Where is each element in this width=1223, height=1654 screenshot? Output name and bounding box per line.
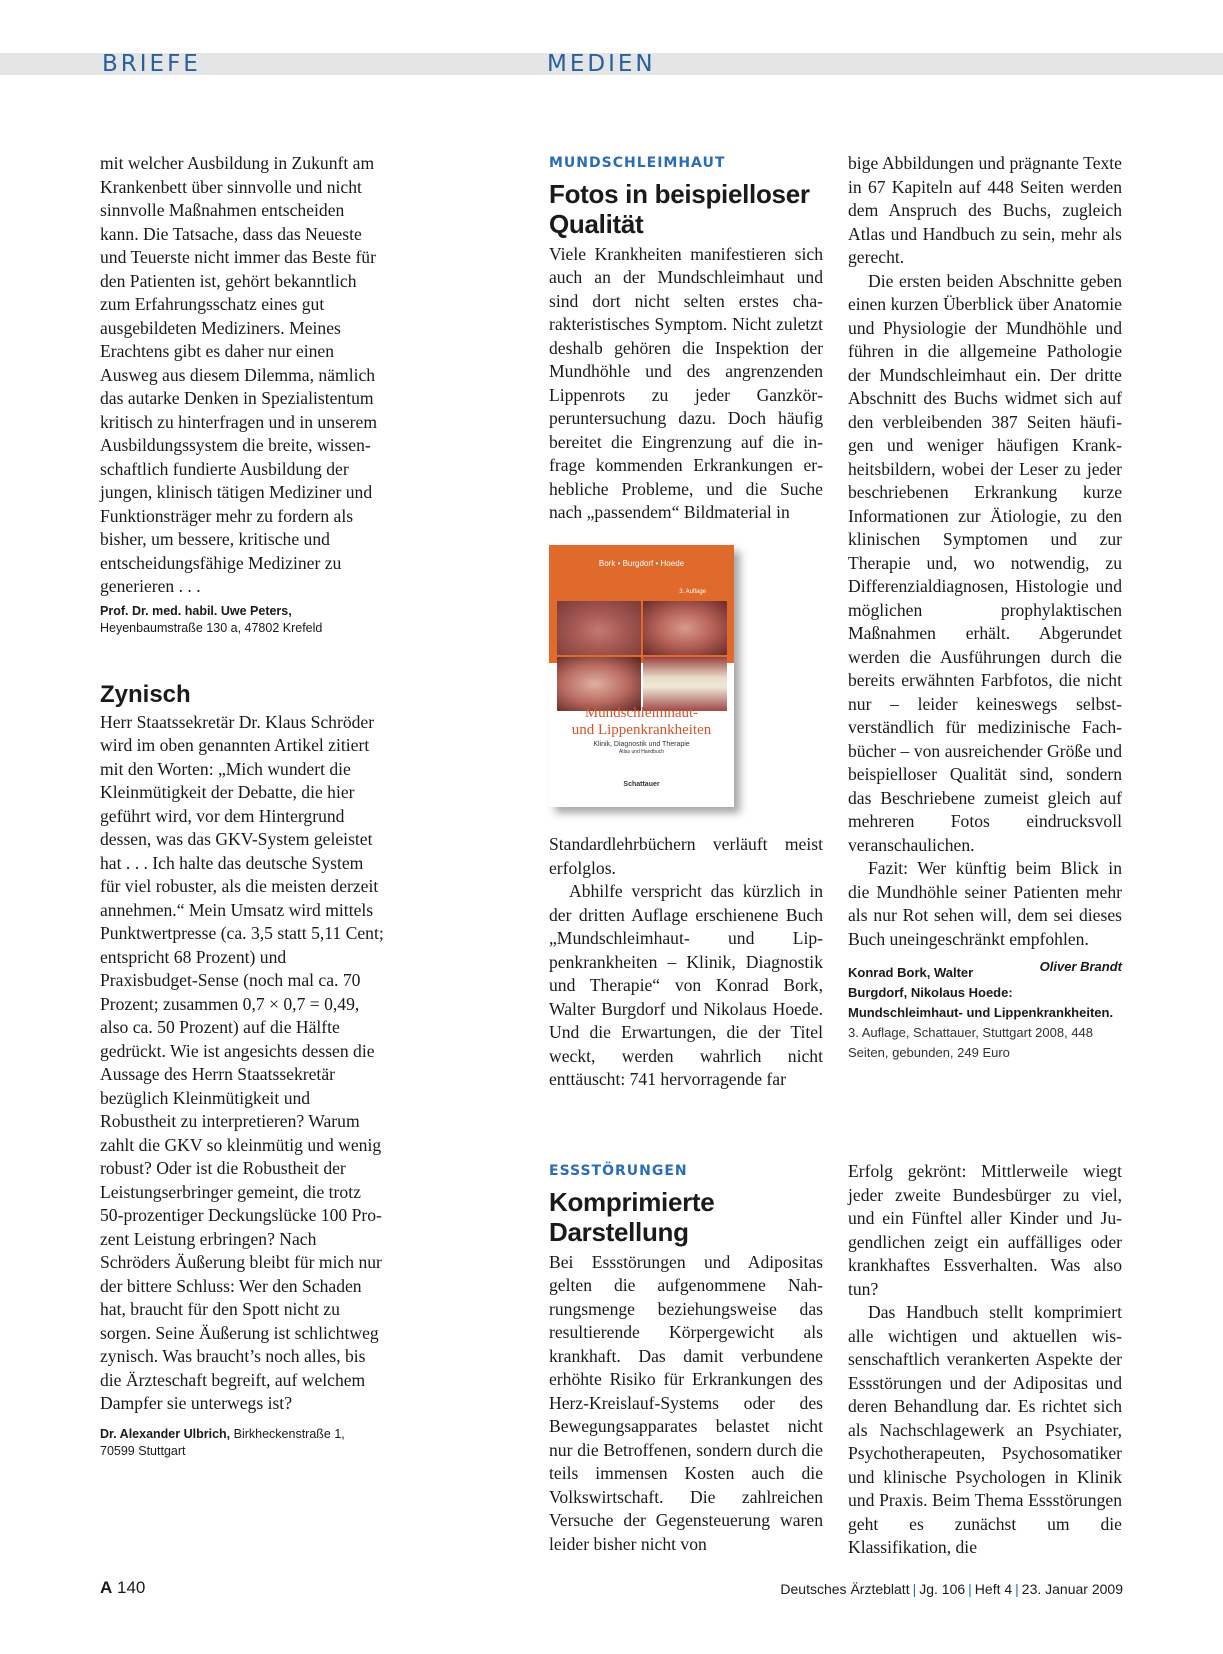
article1-para2: Abhilfe verspricht das kürzlich in der dritten Auflage erschienene Buch „Mundschleimhaut- und Lippenkrankheiten – Klinik, Diagnostik und Therapie“ von Konrad Bork, Walter Burgdorf und Nikolaus Hoede. Und die Erwartungen, die der Titel weckt, werden wahrlich nicht enttäuscht: 741 hervorragende far: [549, 881, 823, 1089]
article1-column-left-top: [549, 152, 823, 525]
article2-column-left: [549, 1160, 823, 1556]
book-cover-edition: 3. Auflage: [679, 589, 706, 595]
letter2-author: Dr. Alexander Ulbrich,: [100, 1426, 231, 1441]
book-cover-publisher: Schattauer: [623, 781, 660, 788]
article1-para4-text: Fazit: Wer künftig beim Blick in die Mundhöhle seiner Patienten mehr als nur Rot sehen will, dem sei dieses Buch uneingeschränkt empfohlen.: [848, 858, 1122, 949]
book-cover-photos: [557, 601, 727, 711]
book-cover-authors: Bork • Burgdorf • Hoede: [598, 559, 685, 568]
article1-para4: [848, 857, 1122, 974]
footer-issue: Heft 4: [974, 1581, 1013, 1597]
article1-bookinfo-bold: Konrad Bork, Walter Burgdorf, Nikolaus Hoede: Mundschleimhaut- und Lippenkrankheiten.: [848, 965, 1114, 1020]
article1-author: Oliver Brandt: [1039, 959, 1122, 974]
cover-photo-lips-2: [643, 601, 727, 655]
article1-column-right: [848, 152, 1122, 1063]
article2-para1: Bei Essstörungen und Adipositas gelten die aufgenommene Nahrungsmenge beziehungsweise das resultierende Körpergewicht als krankhaft. Das damit verbundene erhöhte Risiko für Erkrankungen des Herz-Kreislauf-Systems oder des Bewegungsapparates belastet nicht nur die Betroffenen, sondern durch die teils immensen Kosten auch die Volkswirtschaft. Die zahlreichen Versuche der Gegensteuerung waren leider bisher nicht von: [549, 1251, 823, 1554]
article2-headline-line1: Komprimierte: [549, 1186, 715, 1217]
article1-column-left-bottom: [549, 833, 823, 1092]
section-label-briefe: BRIEFE: [102, 51, 201, 77]
article1-para1-bottom: Standardlehrbüchern verläuft meist erfolglos.: [549, 834, 823, 878]
article1-para1-top: Viele Krankheiten manifestieren sich auch an der Mundschleimhaut und sind dort nicht selten erstes charakteristisches Symptom. Nicht zuletzt deshalb gehören die Inspektion der Mundhöhle und des angrenzenden Lippenrots zu jeder Ganzkörperuntersuchung dazu. Doch häufig bereitet die Eingrenzung auf die infrage kommenden Erkrankungen erhebliche Probleme, und die Suche nach „passendem“ Bildmaterial in: [549, 243, 823, 522]
letter2-address2: 70599 Stuttgart: [100, 1443, 186, 1458]
letter2-signature: [100, 1426, 385, 1460]
letter1-text: mit welcher Ausbildung in Zukunft am Krankenbett über sinnvolle und nicht sinnvolle Maßnahmen entscheiden kann. Die Tatsache, dass das Neueste und Teuerste nicht immer das Beste für den Patienten ist, gehört bekanntlich zum Erfahrungsschatz eines gut ausgebildeten Mediziners. Meines Erachtens gibt es daher nur einen Ausweg aus diesem Dilemma, nämlich das autarke Denken in Spezialistentum kritisch zu hinterfragen und in unserem Ausbildungssystem die breite, wissenschaftlich fundierte Ausbildung der jungen, klinisch tätigen Mediziner und Funktionsträger mehr zu fordern als bisher, um bessere, kritische und entscheidungsfähige Mediziner zu generieren . . .: [100, 153, 378, 596]
article1-para2-cont: bige Abbildungen und prägnante Texte in 67 Kapiteln auf 448 Seiten werden dem Anspruch des Buchs, zugleich Atlas und Handbuch zu sein, mehr als gerecht.: [848, 153, 1122, 267]
page-number-prefix: A: [100, 1578, 113, 1597]
section-label-medien: MEDIEN: [547, 51, 656, 77]
letter1-author: Prof. Dr. med. habil. Uwe Peters,: [100, 603, 292, 618]
book-cover-subtitle: [549, 741, 734, 755]
letter2-address1: Birkheckenstraße 1,: [233, 1426, 345, 1441]
article2-headline-line2: Darstellung: [549, 1216, 689, 1247]
article1-para3: Die ersten beiden Abschnitte geben einen kurzen Überblick über Anatomie und Physiologie der Mundhöhle und führen in die allgemeine Pathologie der Mundschleimhaut ein. Der dritte Abschnitt des Buchs widmet sich auf den verbleibenden 387 Seiten häufigen und weniger häufigen Krankheitsbildern, wobei der Leser zu jeder beschriebenen Erkrankung kurze Informationen zur Ätiologie, zu den klinischen Symptomen und zur Therapie und, wo notwendig, zu Differenzialdiagnosen, Histologie und möglichen prophylaktischen Maßnahmen erhält. Abgerundet werden die Ausführungen durch die bereits erwähnten Farbfotos, die nicht nur – leider keineswegs selbstverständlich für medizinische Fachbücher – von ausreichender Größe und beispielloser Qualität sind, sondern das Beschriebene zumeist gleich auf mehreren Fotos eindrucksvoll veranschaulichen.: [848, 270, 1122, 855]
article1-bookinfo-rest: 3. Auflage, Schattauer, Stuttgart 2008, 448 Seiten, gebunden, 249 Euro: [848, 1025, 1094, 1060]
page-number-value: 140: [117, 1578, 146, 1597]
article1-headline-line1: Fotos in beispielloser: [549, 178, 810, 209]
cover-photo-mouth-3: [557, 657, 641, 711]
footer-journal: Deutsches Ärzteblatt: [780, 1581, 910, 1597]
article2-para2: Das Handbuch stellt komprimiert alle wichtigen und aktuellen wissenschaftlich verankerten Aspekte der Essstörungen und der Adipositas und deren Behandlung dar. Es richtet sich als Nachschlagewerk an Psychiater, Psychotherapeuten, Psychosomatiker und klinische Psychologen in Klinik und Praxis. Beim Thema Essstörungen geht es zunächst um die Klassifikation, die: [848, 1302, 1122, 1557]
cover-photo-teeth-4: [643, 657, 727, 711]
cover-subtitle-line2: Atlas und Handbuch: [618, 749, 665, 755]
page-number: [100, 1578, 145, 1598]
letter1-address: Heyenbaumstraße 130 a, 47802 Krefeld: [100, 620, 323, 635]
book-cover-title: [549, 705, 734, 739]
footer-volume: Jg. 106: [919, 1581, 966, 1597]
journal-footer: Deutsches Ärzteblatt | Jg. 106 | Heft 4 | 23. Januar 2009: [780, 1581, 1123, 1597]
article2-column-right: [848, 1160, 1122, 1560]
article2-para1-cont: Erfolg gekrönt: Mittlerweile wiegt jeder zweite Bundesbürger zu viel, und ein Fünftel aller Kinder und Jugendlichen zeigt ein auffälliges oder krankhaftes Essverhalten. Was also tun?: [848, 1161, 1122, 1299]
cover-title-line1: Mundschleimhaut-: [584, 705, 699, 721]
cover-photo-lips-1: [557, 601, 641, 655]
letter2-title: Zynisch: [100, 680, 191, 708]
letter2-text: Herr Staatssekretär Dr. Klaus Schröder wird im oben genannten Artikel zitiert mit den Worten: „Mich wundert die Kleinmütigkeit der Debatte, die hier geführt wird, vor dem Hintergrund dessen, was das GKV-System geleistet hat . . . Ich halte das deutsche System für viel robuster, als die meisten derzeit annehmen.“ Mein Umsatz wird mittels Punktwertpresse (ca. 3,5 statt 5,11 Cent; entspricht 68 Prozent) und Praxisbudget-Sense (noch mal ca. 70 Prozent; zusammen 0,7 × 0,7 = 0,49, also ca. 50 Prozent) auf die Hälfte gedrückt. Wie ist angesichts dessen die Aussage des Herrn Staatssekretär bezüglich Kleinmütigkeit und Robustheit zu interpretieren? Warum zahlt die GKV so kleinmütig und wenig robust? Oder ist die Robustheit der Leistungserbringer gemeint, die trotz 50-prozentiger Deckungslücke 100 Prozent Leistung erbringen? Nach Schröders Äußerung bleibt für mich nur der bittere Schluss: Wer den Schaden hat, braucht für den Spott nicht zu sorgen. Seine Äußerung ist schlichtweg zynisch. Was braucht’s noch alles, bis die Ärzteschaft begreift, auf welchem Dampfer sie unterwegs ist?: [100, 711, 384, 1413]
article1-kicker: MUNDSCHLEIMHAUT: [549, 155, 726, 171]
cover-title-line2: und Lippenkrankheiten: [571, 722, 712, 738]
article2-headline: [549, 1187, 823, 1247]
article2-kicker: ESSSTÖRUNGEN: [549, 1163, 688, 1179]
footer-date: 23. Januar 2009: [1021, 1581, 1123, 1597]
article1-headline-line2: Qualität: [549, 208, 644, 239]
article1-headline: [549, 179, 823, 239]
letter1-signature: [100, 603, 385, 637]
letters-column: [100, 152, 385, 1460]
cover-subtitle-line1: Klinik, Diagnostik und Therapie: [593, 741, 690, 748]
book-cover-image: [549, 545, 734, 807]
